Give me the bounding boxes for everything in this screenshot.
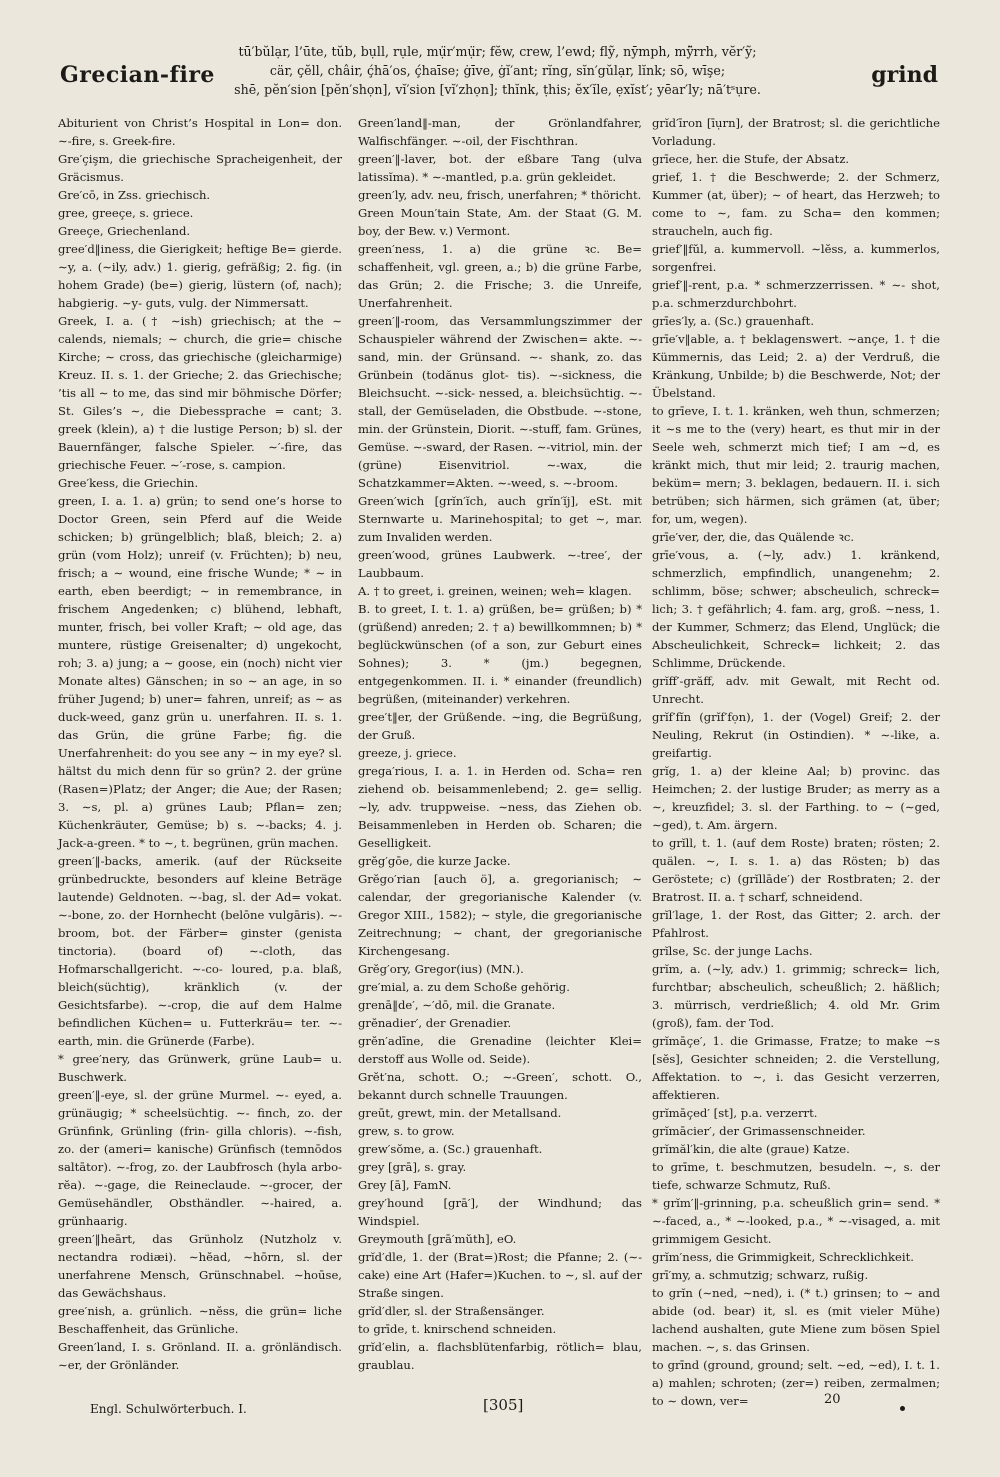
dictionary-entry: Abiturient von Christ’s Hospital in Lon= don. ∼-fire, s. Greek-fire. [58,116,342,148]
dictionary-entry: grĕnadier′, der Grenadier. [358,1016,512,1030]
dictionary-entry: grīe′v‖able, a. † beklagenswert. ∼ançe, 1. † die Kümmernis, das Leid; 2. a) der Verdruß, die Kränkung, Unbilde; b) die Beschwerde, Not; der Übelstand. [652,332,940,400]
dictionary-entry: grīes′ly, a. (Sc.) grauenhaft. [652,314,815,328]
dictionary-entry: gree′nish, a. grünlich. ∼nĕss, die grün= liche Beschaffenheit, das Grünliche. [58,1304,342,1336]
dictionary-entry: grīe′vous, a. (∼ly, adv.) 1. kränkend, schmerzlich, empfindlich, unangenehm; 2. schlimm, böse; schwer; abscheulich, schreck= lich; 3. † gefährlich; 4. fam. arg, groß. ∼ness, 1. der Kummer, Schmerz; das Elend, Unglück; die Abscheulichkeit, Schreck= lichkeit; 2. das Schlimme, Drückende. [652,548,940,670]
dictionary-entry: Green′land, I. s. Grönland. II. a. grönländisch. ∼er, der Grönländer. [58,1340,342,1372]
dictionary-entry: * grĭm′‖-grinning, p.a. scheußlich grin= send. * ∼-faced, a., * ∼-looked, p.a., * ∼-visaged, a. mit grimmigem Gesicht. [652,1196,940,1246]
dictionary-entry: grĕg′gōe, die kurze Jacke. [358,854,511,868]
dictionary-entry: green, I. a. 1. a) grün; to send one’s horse to Doctor Green, sein Pferd auf die Weide schicken; b) grüngelblich; blaß, bleich; 2. a) grün (vom Holz); unreif (v. Früchten); b) neu, frisch; a ∼ wound, eine frische Wunde; * ∼ in earth, eben beerdigt; ∼ in remembrance, in frischem Angedenken; c) blühend, lebhaft, munter, frisch, bei voller Kraft; ∼ old age, das muntere, rüstige Greisenalter; d) ungekocht, roh; 3. a) jung; a ∼ goose, ein (noch) nicht vier Monate altes) Gänschen; in so ∼ an age, in so früher Jugend; b) uner= fahren, unreif; as ∼ as duck-weed, ganz grün u. unerfahren. II. s. 1. das Grün, die grüne Farbe; fig. die Unerfahrenheit: do you see any ∼ in my eye? sl. hältst du mich denn für so grün? 2. der grüne (Rasen=)Platz; der Anger; die Aue; der Rasen; 3. ∼s, pl. a) grünes Laub; Pflan= zen; Küchenkräuter, Gemüse; b) s. ∼-backs; 4. j. Jack-a-green. * to ∼, t. begrünen, grün machen. [58,494,342,850]
dictionary-entry: Green Moun′tain State, Am. der Staat (G. M. boy, der Bew. v.) Vermont. [358,206,642,238]
dictionary-entry: gree, greeçe, s. griece. [58,206,194,220]
page-footer [0,1392,1000,1432]
dictionary-entry: * gree′nery, das Grünwerk, grüne Laub= u. Buschwerk. [58,1052,342,1084]
dictionary-entry: greeze, j. griece. [358,746,457,760]
dictionary-entry: grey′hound [grā′], der Windhund; das Windspiel. [358,1196,642,1228]
dictionary-entry: Grĕgo′rian [auch ö], a. gregorianisch; ∼ calendar, der gregorianische Kalender (v. Gregor XIII., 1582); ∼ style, die gregorianische Zeitrechnung; ∼ chant, der gregorianische Kirchengesang. [358,872,642,958]
dictionary-entry: Green′wich [grĭn′ĭch, auch grĭn′ĭj], eSt. mit Sternwarte u. Marinehospital; to get ∼, mar. zum Invaliden werden. [358,494,642,544]
dictionary-entry: green′wood, grünes Laubwerk. ∼-tree′, der Laubbaum. [358,548,642,580]
dictionary-entry: grīe′ver, der, die, das Quälende ꝛc. [652,530,855,544]
dictionary-entry: green′ness, 1. a) die grüne ꝛc. Be= schaffenheit, vgl. green, a.; b) die grüne Farbe, das Grün; 2. die Frische; 3. die Unreife, Unerfahrenheit. [358,242,642,310]
dictionary-entry: green′‖heārt, das Grünholz (Nutzholz v. nectandra rodiæi). ∼hĕad, ∼hōrn, sl. der unerfahrene Mensch, Grünschnabel. ∼hoūse, das Gewächshaus. [58,1232,342,1300]
dictionary-entry: grĭm′ness, die Grimmigkeit, Schrecklichkeit. [652,1250,914,1264]
dictionary-entry: grief′‖fŭl, a. kummervoll. ∼lĕss, a. kummerlos, sorgenfrei. [652,242,940,274]
dictionary-entry: grĭd′īron [īụrn], der Bratrost; sl. die gerichtliche Vorladung. [652,116,940,148]
dictionary-entry: grĭff′-grăff, adv. mit Gewalt, mit Recht od. Unrecht. [652,674,940,706]
dictionary-entry: grĭg, 1. a) der kleine Aal; b) provinc. das Heimchen; 2. der lustige Bruder; as merry as a ∼, kreuzfidel; 3. sl. der Farthing. to ∼ (∼ged, ∼ged), t. Am. ärgern. [652,764,940,832]
dictionary-entry: Grĕg′ory, Gregor(ius) (MN.). [358,962,524,976]
dictionary-entry: grĭd′dle, 1. der (Brat=)Rost; die Pfanne; 2. (∼-cake) eine Art (Hafer=)Kuchen. to ∼, sl. auf der Straße singen. [358,1250,642,1300]
pronunciation-key-line: shē, pĕn′sion [pĕn′shọn], vĭ′sion [vĭ′zhọn]; thĭnk, ṭhis; ĕx′ĭle, ẹxĭst′; yēar′ly; nā′tˢụre. [234,82,761,97]
dictionary-entry: grĭl′lage, 1. der Rost, das Gitter; 2. arch. der Pfahlrost. [652,908,940,940]
dictionary-entry: grĕn′adīne, die Grenadine (leichter Klei= derstoff aus Wolle od. Seide). [358,1034,642,1066]
dictionary-entry: Gre′cō, in Zss. griechisch. [58,188,211,202]
dictionary-entry: grenā‖de′, ∼′dō, mil. die Granate. [358,998,556,1012]
dictionary-entry: A. † to greet, i. greinen, weinen; weh= klagen. [358,584,632,598]
dictionary-entry: B. to greet, I. t. 1. a) grüßen, be= grüßen; b) * (grüßend) anreden; 2. † a) bewillkommnen; b) * beglückwünschen (of a son, zur Geburt eines Sohnes); 3. * (jm.) begegnen, entgegenkommen. II. i. * einander (freundlich) begrüßen, (miteinander) verkehren. [358,602,642,706]
dictionary-entry: grĭf′fĭn (grĭf′fọn), 1. der (Vogel) Greif; 2. der Neuling, Rekrut (in Ostindien). * ∼-like, a. greifartig. [652,710,940,760]
dictionary-entry: to grĭn (∼ned, ∼ned), i. (* t.) grinsen; to ∼ and abide (od. bear) it, sl. es (mit vieler Mühe) lachend aushalten, gute Miene zum bösen Spiel machen. ∼, s. das Grinsen. [652,1286,940,1354]
dictionary-entry: grĭlse, Sc. der junge Lachs. [652,944,813,958]
page-number: [305] [483,1396,524,1414]
dictionary-entry: Grĕt′na, schott. O.; ∼-Green′, schott. O., bekannt durch schnelle Trauungen. [358,1070,642,1102]
dictionary-entry: to grīeve, I. t. 1. kränken, weh thun, schmerzen; it ∼s me to the (very) heart, es thut mir in der Seele weh, schmerzt mich tief; I am ∼d, es kränkt mich, thut mir leid; 2. traurig machen, beküm= mern; 3. beklagen, bedauern. II. i. sich betrüben; sich härmen, sich grämen (at, über; for, um, wegen). [652,404,940,526]
dictionary-entry: to grīnd (ground, ground; selt. ∼ed, ∼ed), I. t. 1. a) mahlen; schroten; (zer=) reiben, zermalmen; to ∼ down, ver= [652,1358,940,1408]
dictionary-entry: Green′land‖-man, der Grönlandfahrer, Walfischfänger. ∼-oil, der Fischthran. [358,116,642,148]
dictionary-entry: Greek, I. a. († ∼ish) griechisch; at the ∼ calends, niemals; ∼ church, die grie= chische Kirche; ∼ cross, das griechische (gleicharmige) Kreuz. II. s. 1. der Grieche; 2. das Griechische; ’tis all ∼ to me, das sind mir böhmische Dörfer; St. Giles’s ∼, die Diebessprache = cant; 3. greek (klein), a) † die lustige Person; b) sl. der Bauernfänger, falsche Spieler. ∼′-fire, das griechische Feuer. ∼′-rose, s. campion. [58,314,342,472]
dictionary-entry: green′ly, adv. neu, frisch, unerfahren; * thöricht. [358,188,642,202]
dictionary-entry: green′‖-backs, amerik. (auf der Rückseite grünbedruckte, besonders auf kleine Beträge lautende) Geldnoten. ∼-bag, sl. der Ad= vokat. ∼-bone, zo. der Hornhecht (belōne vulgāris). ∼-broom, bot. der Färber= ginster (genista tinctoria). (board of) ∼-cloth, das Hofmarschallgericht. ∼-co- loured, p.a. blaß, bleich(süchtig), kränklich (v. der Gesichtsfarbe). ∼-crop, die auf dem Halme befindlichen Küchen= u. Futterkräu= ter. ∼-earth, min. die Grünerde (Farbe). [58,854,342,1048]
dictionary-entry: gree′d‖iness, die Gierigkeit; heftige Be= gierde. ∼y, a. (∼ily, adv.) 1. gierig, gefräßig; 2. fig. (in hohem Grade) (be=) gierig, lüstern (of, nach); habgierig. ∼y- guts, vulg. der Nimmersatt. [58,242,342,310]
dictionary-entry: Grey [ā], FamN. [358,1178,452,1192]
dictionary-entry: grīece, her. die Stufe, der Absatz. [652,152,850,166]
dictionary-entry: grĭd′elin, a. flachsblütenfarbig, rötlich= blau, graublau. [358,1340,642,1372]
dictionary-entry: green′‖-eye, sl. der grüne Murmel. ∼- eyed, a. grünäugig; * scheelsüchtig. ∼- finch, zo. der Grünfink, Grünling (frin- gilla chloris). ∼-fish, zo. der (ameri= kanische) Grünfisch (temnōdos saltātor). ∼-frog, zo. der Laubfrosch (hyla arbo- rĕa). ∼-gage, die Reineclaude. ∼-grocer, der Gemüsehändler, Obsthändler. ∼-haired, a. grünhaarig. [58,1088,342,1228]
dictionary-entry: Gre′çişm, die griechische Spracheigenheit, der Gräcismus. [58,152,342,184]
dictionary-entry: gree′t‖er, der Grüßende. ∼ing, die Begrüßung, der Gruß. [358,710,642,742]
pronunciation-key-line: cär, çĕll, châir, ḉhā′os, ḉhaīse; ġīve, ġĭ′ant; rĭng, sĭn′gŭlạr, lĭnk; sō, wīşe; [269,63,726,78]
dictionary-entry: green′‖-room, das Versammlungszimmer der Schauspieler während der Zwischen= akte. ∼-sand, min. der Grünsand. ∼- shank, zo. das Grünbein (todănus glot- tis). ∼-sickness, die Bleichsucht. ∼-sick- nessed, a. bleichsüchtig. ∼-stall, der Gemüseladen, die Obstbude. ∼-stone, min. der Grünstein, Diorit. ∼-stuff, fam. Grünes, Gemüse. ∼-sward, der Rasen. ∼-vitriol, min. der (grüne) Eisenvitriol. ∼-wax, die Schatzkammer=Akten. ∼-weed, s. ∼-broom. [358,314,642,490]
dictionary-entry: gre′mial, a. zu dem Schoße gehörig. [358,980,570,994]
dictionary-entry: Greymouth [grā′mŭth], eO. [358,1232,517,1246]
dictionary-entry: Greeçe, Griechenland. [58,224,191,238]
signature-mark: 20 [824,1392,841,1407]
dictionary-entry: grĭmāçe′, 1. die Grimasse, Fratze; to make ∼s [sĕs], Gesichter schneiden; 2. die Verstellung, Affektation. to ∼, i. das Gesicht verzerren, affektieren. [652,1034,940,1102]
dictionary-entry: grī′my, a. schmutzig; schwarz, rußig. [652,1268,869,1282]
column-middle [358,114,642,1380]
dictionary-entry: to grīde, t. knirschend schneiden. [358,1322,557,1336]
page-header [0,0,1000,112]
dictionary-entry: greūt, grewt, min. der Metallsand. [358,1106,562,1120]
dictionary-entry: grĭmăl′kin, die alte (graue) Katze. [652,1142,850,1156]
dictionary-entry: grew, s. to grow. [358,1124,455,1138]
dictionary-entry: grief′‖-rent, p.a. * schmerzzerrissen. * ∼- shot, p.a. schmerzdurchbohrt. [652,278,940,310]
dictionary-entry: grĭmāçed′ [st], p.a. verzerrt. [652,1106,818,1120]
footer-book-title: Engl. Schulwörterbuch. I. [90,1402,247,1416]
dictionary-entry: to grīme, t. beschmutzen, besudeln. ∼, s. der tiefe, schwarze Schmutz, Ruß. [652,1160,940,1192]
dictionary-entry: Gree′kess, die Griechin. [58,476,199,490]
dictionary-entry: grew′sŏme, a. (Sc.) grauenhaft. [358,1142,543,1156]
column-left [58,114,342,1380]
dictionary-entry: grĭmācier′, der Grimassenschneider. [652,1124,866,1138]
pronunciation-key-line: tū′bŭlạr, l’ūte, tŭb, bụll, rụle, mụ̈r′mụ̈r; fĕw, crew, l’ewd; flỹ, nȳmph, mỹ̈rrh, vĕr′ỹ; [238,44,757,59]
printer-dot [900,1406,905,1411]
headword-right: grind [871,62,938,88]
pronunciation-key [205,42,790,99]
dictionary-entry: grief, 1. † die Beschwerde; 2. der Schmerz, Kummer (at, über); ∼ of heart, das Herzweh; to come to ∼, fam. zu Scha= den kommen; straucheln, auch fig. [652,170,940,238]
dictionary-entry: green′‖-laver, bot. der eßbare Tang (ulva latissĭma). * ∼-mantled, p.a. grün gekleidet. [358,152,642,184]
dictionary-entry: grega′rious, I. a. 1. in Herden od. Scha= ren ziehend ob. beisammenlebend; 2. ge= sellig. ∼ly, adv. truppweise. ∼ness, das Ziehen ob. Beisammenleben in Herden ob. Scharen; die Geselligkeit. [358,764,642,850]
headword-left: Grecian-fire [60,62,215,88]
dictionary-entry: grey [grā], s. gray. [358,1160,467,1174]
dictionary-entry: grĭd′dler, sl. der Straßensänger. [358,1304,545,1318]
dictionary-entry: grĭm, a. (∼ly, adv.) 1. grimmig; schreck= lich, furchtbar; abscheulich, scheußlich; 2. häßlich; 3. mürrisch, verdrießlich; 4. old Mr. Grim (groß), fam. der Tod. [652,962,940,1030]
dictionary-entry: to grĭll, t. 1. (auf dem Roste) braten; rösten; 2. quälen. ∼, I. s. 1. a) das Rösten; b) das Geröstete; c) (grĭllāde′) der Rostbraten; 2. der Bratrost. II. a. † scharf, schneidend. [652,836,940,904]
